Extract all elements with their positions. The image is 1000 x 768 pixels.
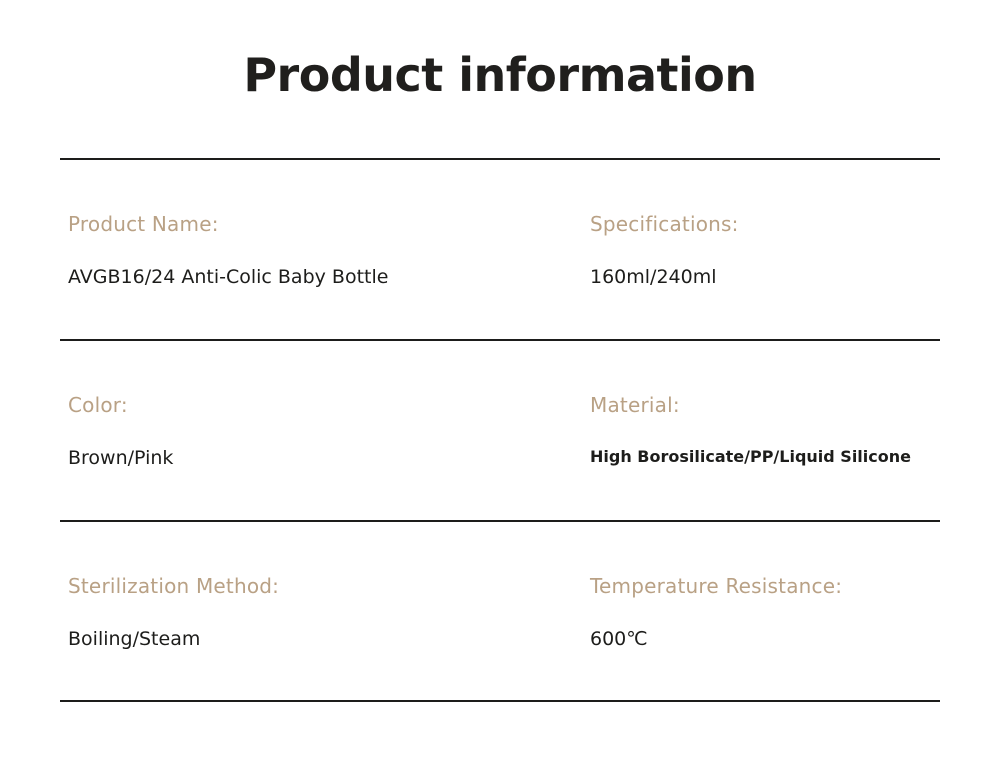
field-value: High Borosilicate/PP/Liquid Silicone — [590, 446, 911, 466]
field-label: Color: — [68, 392, 128, 417]
table-cell-sterilization-method — [60, 522, 584, 701]
field-label: Specifications: — [590, 212, 739, 236]
table-cell-material — [584, 341, 940, 520]
field-value: 600℃ — [590, 627, 648, 650]
field-value: AVGB16/24 Anti-Colic Baby Bottle — [68, 266, 389, 288]
table-cell-temperature-resistance — [584, 522, 940, 701]
table-divider-bottom — [60, 700, 940, 702]
table-cell-specifications — [584, 160, 940, 339]
field-value: 160ml/240ml — [590, 266, 717, 288]
table-cell-product-name — [60, 160, 584, 339]
field-label: Material: — [590, 392, 680, 417]
product-information-table — [60, 102, 940, 702]
field-label: Temperature Resistance: — [590, 573, 843, 598]
field-label: Sterilization Method: — [68, 573, 280, 598]
field-label: Product Name: — [68, 212, 219, 236]
field-value: Brown/Pink — [68, 446, 174, 469]
page-title: Product information — [243, 48, 757, 102]
table-row — [60, 341, 940, 520]
table-cell-color — [60, 341, 584, 520]
field-value: Boiling/Steam — [68, 627, 201, 650]
table-row — [60, 522, 940, 701]
table-row — [60, 160, 940, 339]
